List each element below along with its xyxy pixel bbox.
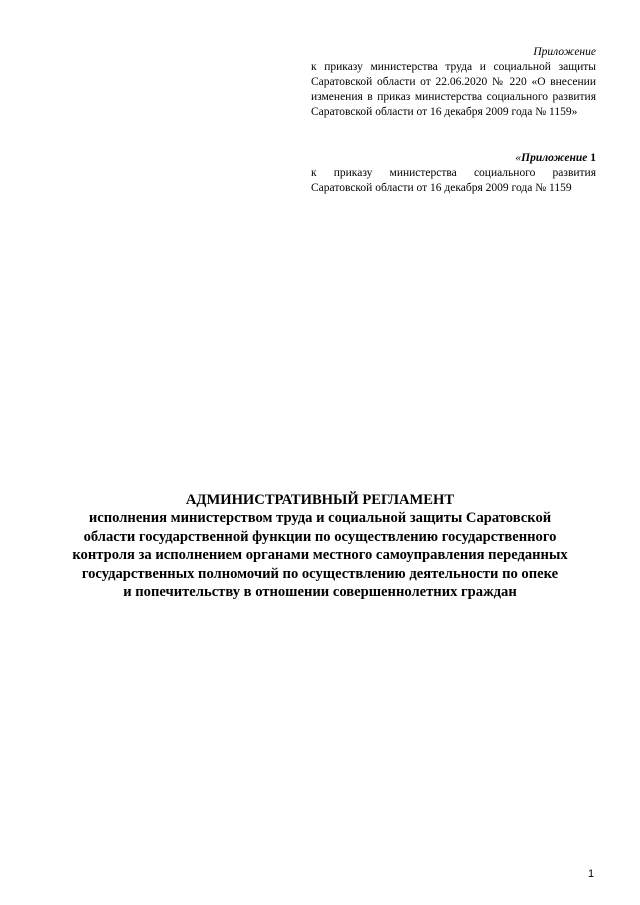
opening-quote: « [515, 152, 522, 164]
reglament-subtitle-line: государственных полномочий по осуществлению деятельности по опеке [81, 565, 559, 582]
page-number: 1 [588, 868, 595, 880]
annex-title-number: 1 [587, 152, 596, 164]
reglament-subtitle-line: области государственной функции по осуществлению государственного [83, 528, 557, 545]
annex-body: к приказу министерства труда и социальной защиты Саратовской области от 22.06.2020 № 220 «О внесении изменения в приказ министерства социального развития Саратовской области от 16 декабря 2009 года № 1159» [311, 61, 596, 118]
reglament-heading [40, 491, 600, 601]
reglament-subtitle-line: исполнения министерством труда и социальной защиты Саратовской [88, 510, 552, 527]
annex-body-original: к приказу министерства социального развития Саратовской области от 16 декабря 2009 года № 1159 [311, 167, 596, 194]
reglament-title: АДМИНИСТРАТИВНЫЙ РЕГЛАМЕНТ [185, 492, 455, 508]
annex-title-word: Приложение [521, 152, 588, 164]
annex-title: Приложение [533, 46, 596, 58]
reglament-subtitle-line: контроля за исполнением органами местного самоуправления переданных [72, 547, 568, 564]
reglament-subtitle-line: и попечительству в отношении совершеннолетних граждан [123, 584, 517, 601]
annex-block-original [311, 151, 596, 196]
annex-title-original [311, 151, 596, 166]
annex-block-current [311, 45, 596, 120]
